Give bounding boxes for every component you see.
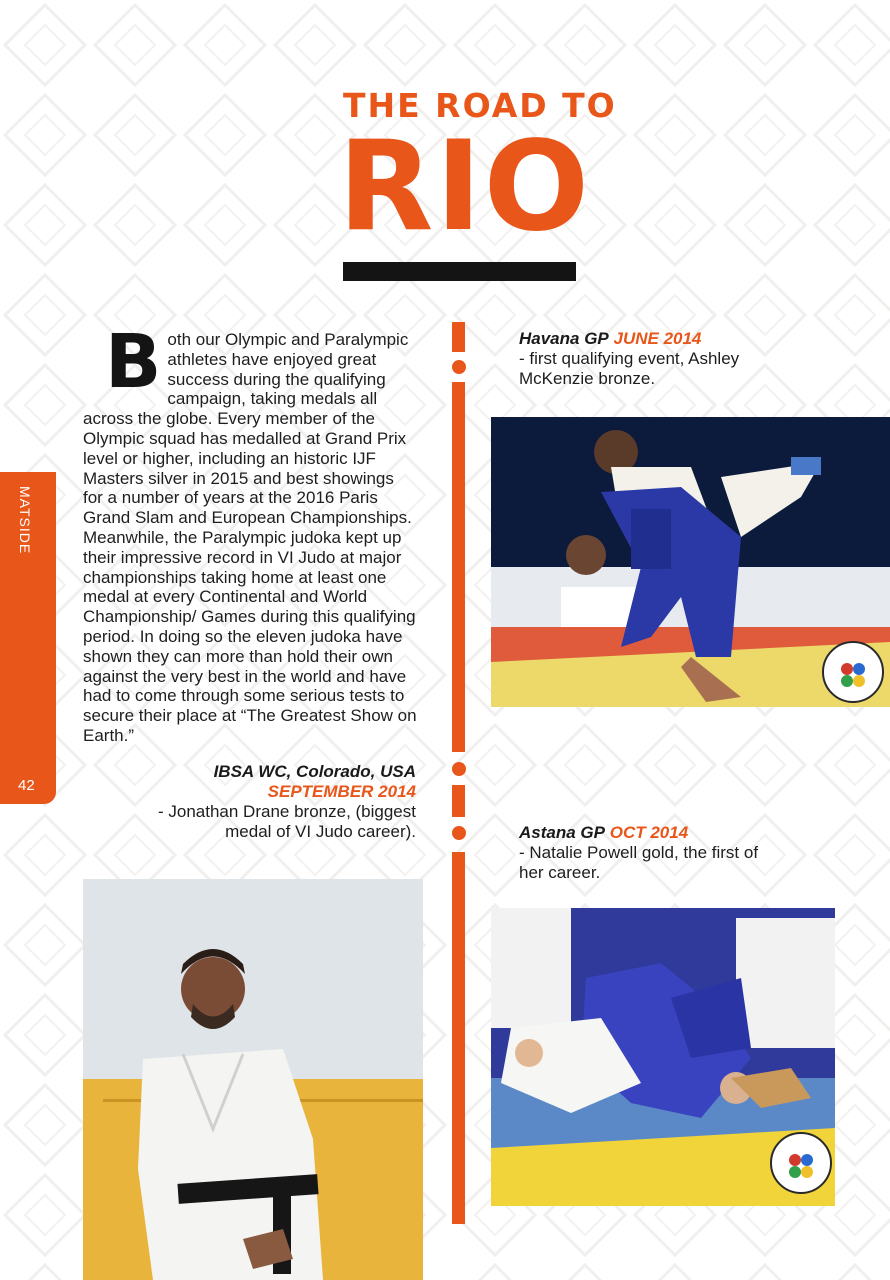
intro-text: oth our Olympic and Paralympic athletes have enjoyed great success during the qualifying campaign, taking medals all across the globe. Every member of the Olympic squad has medalled at Grand Prix level or higher, including an historic IJF Masters silver in 2015 and best showings for a number of years at the 2016 Paris Grand Slam and European Championships. Meanwhile, the Paralympic judoka kept up their impressive record in VI Judo at major championships taking home at least one medal at every Continental and World Championship/ Games during this qualifying period. In doing so the eleven judoka have shown they can more than hold their own against the very best in the world and have had to come through some serious tests to secure their place at “The Greatest Show on Earth.” (83, 330, 417, 745)
timeline-dot (452, 826, 466, 840)
astana-judo-photo (491, 908, 835, 1206)
timeline-segment (452, 382, 465, 752)
title-line-1: THE ROAD TO (343, 86, 617, 125)
event-havana-desc: - first qualifying event, Ashley McKenzie bronze. (519, 349, 740, 388)
page-number: 42 (18, 777, 35, 794)
event-havana (519, 329, 769, 389)
event-astana-date: OCT 2014 (609, 823, 689, 842)
intro-paragraph (83, 319, 418, 746)
title-underline-bar (343, 262, 576, 281)
timeline-dot (452, 360, 466, 374)
event-havana-name: Havana GP (519, 329, 609, 348)
event-astana-desc: - Natalie Powell gold, the first of her career. (519, 843, 759, 882)
event-ibsa-date: SEPTEMBER 2014 (267, 782, 416, 801)
event-astana-name: Astana GP (519, 823, 605, 842)
title-line-2: RIO (338, 115, 592, 259)
event-havana-date: JUNE 2014 (613, 329, 702, 348)
timeline-segment (452, 785, 465, 817)
havana-judo-photo (491, 417, 890, 707)
timeline-segment (452, 322, 465, 352)
event-astana (519, 823, 769, 883)
timeline-segment (452, 852, 465, 1224)
section-label: MATSIDE (17, 486, 33, 555)
event-ibsa (120, 762, 416, 842)
ibsa-judo-photo (83, 879, 423, 1280)
drop-cap: B (105, 319, 162, 405)
timeline-dot (452, 762, 466, 776)
event-ibsa-name: IBSA WC, Colorado, USA (213, 762, 416, 781)
event-ibsa-desc: - Jonathan Drane bronze, (biggest medal of VI Judo career). (158, 802, 416, 841)
